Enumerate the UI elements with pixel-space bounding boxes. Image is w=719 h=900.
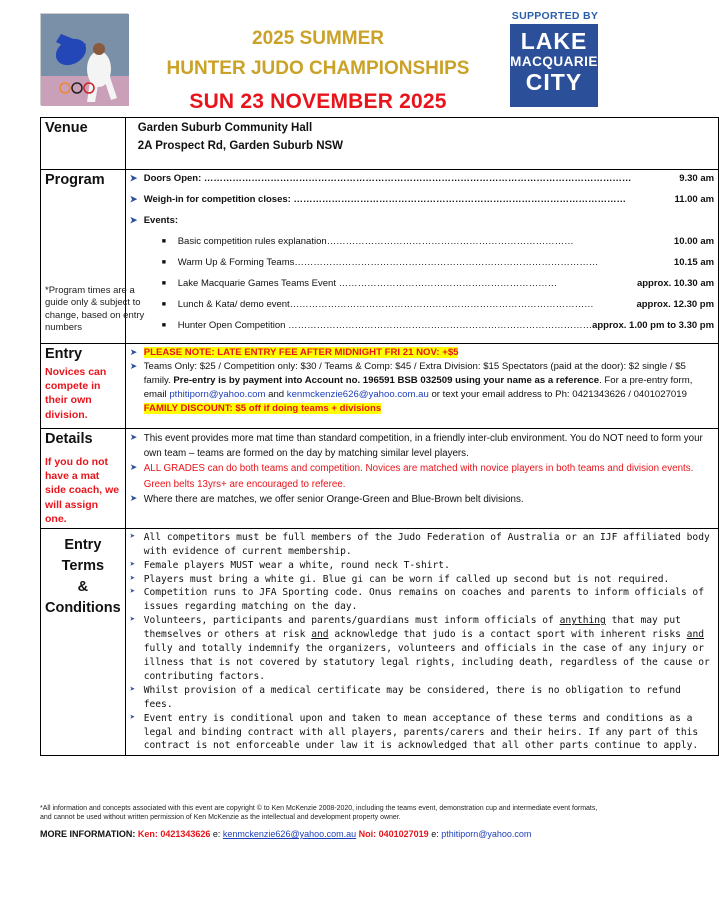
arrow-bullet-icon: ➤ [129, 573, 136, 584]
arrow-bullet-icon: ➤ [129, 684, 136, 695]
program-item: ➤ Events: [129, 215, 179, 226]
info-table [40, 117, 719, 756]
details-note: If you do not have a mat side coach, we will assign one. [45, 456, 120, 525]
details-label-cell [41, 429, 126, 529]
family-discount: FAMILY DISCOUNT: $5 off if doing teams + divisions [143, 402, 382, 414]
square-bullet-icon: ■ [161, 259, 166, 266]
entry-row [41, 344, 719, 429]
details-item: ➤ ALL GRADES can do both teams and competition. Novices are matched with novice players in both teams and division events. Green belts 13yrs+ are encouraged to referee. [130, 461, 714, 491]
terms-cell [125, 528, 718, 756]
venue-row [41, 118, 719, 170]
entry-cell [125, 344, 718, 429]
noi-email-link[interactable]: pthitiporn@yahoo.com [441, 829, 532, 839]
more-info-label: MORE INFORMATION: [40, 829, 138, 839]
event-item: ■ Hunter Open Competition …………………………………………………………………………………… approx. 1.00 pm to 3.30 pm [130, 320, 714, 341]
square-bullet-icon: ■ [161, 301, 166, 308]
arrow-bullet-icon: ➤ [129, 432, 138, 442]
sponsor-name-2: MACQUARIE [510, 54, 598, 69]
arrow-bullet-icon: ➤ [129, 173, 138, 183]
late-fee-notice: PLEASE NOTE: LATE ENTRY FEE AFTER MIDNIGHT FRI 21 NOV: +$5 [143, 347, 459, 358]
program-label-cell [41, 170, 145, 344]
venue-name: Garden Suburb Community Hall [137, 122, 313, 134]
terms-item: ➤ Whilst provision of a medical certificate may be considered, there is no obligation to refund fees. [129, 684, 681, 710]
terms-item: ➤ All competitors must be full members of the Judo Federation of Australia or an IJF affiliated body with evidence of current membership. [129, 531, 710, 557]
sponsor-name-3: CITY [525, 68, 583, 95]
email-link-ken[interactable]: kenmckenzie626@yahoo.com.au [286, 388, 429, 400]
entry-label-cell [41, 344, 126, 429]
entry-item [130, 346, 714, 360]
arrow-bullet-icon: ➤ [129, 347, 138, 357]
event-item: ■ Warm Up & Forming Teams…………………………………………………………………………………… 10.15 am [130, 257, 714, 278]
arrow-bullet-icon: ➤ [129, 462, 138, 473]
details-item: ➤ This event provides more mat time than standard competition, in a friendly inter-club environment. You do NOT need to form your own team – teams are formed on the day by matching similar level players. [130, 431, 714, 461]
arrow-bullet-icon: ➤ [129, 712, 136, 723]
judo-action-photo [40, 13, 128, 105]
program-cell [125, 170, 718, 344]
venue-address: 2A Prospect Rd, Garden Suburb NSW [137, 140, 344, 153]
ken-email-link[interactable]: kenmckenzie626@yahoo.com.au [222, 829, 357, 839]
details-item: ➤ Where there are matches, we offer senior Orange-Green and Blue-Brown belt divisions. [130, 492, 714, 507]
details-label: Details [45, 431, 93, 447]
arrow-bullet-icon: ➤ [129, 559, 136, 570]
details-cell [125, 429, 718, 529]
program-note: *Program times are a guide only & subject to change, based on entry numbers [45, 285, 145, 334]
entry-item: ➤ Teams Only: $25 / Competition only: $30 / Teams & Comp: $45 / Extra Division: $15 Spectators (paid at the door): $2 single / $5 family. Pre-entry is by payment into Account no. 196591 BSB 032509 using your name as a reference. For a pre-entry form, email pthitiporn@yahoo.com and kenmckenzie626@yahoo.com.au or text your email address to Ph: 0421343626 / 0401027019 FAMILY DISCOUNT: $5 off if doing teams + divisions [129, 360, 693, 414]
arrow-bullet-icon: ➤ [129, 194, 138, 204]
event-item: ■ Basic competition rules explanation…………………………………………………………………… 10.00 am [130, 236, 714, 257]
copyright-note: *All information and concepts associated with this event are copyright © to Ken McKenzie 2008-2020, including the teams event, demonstration cup and intermediate event formats, and cannot be used without written permission of Ken McKenzie as the intellectual and development property owner. [40, 805, 598, 822]
preentry-account: Pre-entry is by payment into Account no. 196591 BSB 032509 using your name as a reference [173, 374, 600, 386]
contact-line: MORE INFORMATION: Ken: 0421343626 e: kenmckenzie626@yahoo.com.au Noi: 0401027019 e: pthitiporn@yahoo.com [40, 829, 532, 839]
entry-note: Novices can compete in their own division. [45, 366, 107, 421]
arrow-bullet-icon: ➤ [129, 492, 138, 503]
entry-fees: Teams Only: $25 / Competition only: $30 / Teams & Comp: $45 / Extra Division: $15 Spectators (paid at the door): $2 single / $5 family. [143, 360, 686, 386]
program-label: Program [45, 172, 105, 188]
ken-phone: Ken: 0421343626 [137, 829, 211, 839]
venue-cell [125, 118, 718, 170]
terms-item: ➤ Event entry is conditional upon and taken to mean acceptance of these terms and conditions as a legal and binding contract with all players, parents/carers and their heirs. If any part of this contract is not enforceable under law it is acknowledged that all other parts continue to apply. [129, 712, 699, 752]
event-item: ■ Lunch & Kata/ demo event…………………………………………………………………………………… approx. 12.30 pm [130, 299, 714, 320]
program-row [41, 170, 719, 344]
arrow-bullet-icon: ➤ [129, 360, 138, 371]
lake-macquarie-logo [510, 24, 598, 107]
arrow-bullet-icon: ➤ [129, 531, 136, 542]
event-title-line2: HUNTER JUDO CHAMPIONSHIPS [166, 58, 470, 79]
square-bullet-icon: ■ [161, 238, 166, 245]
arrow-bullet-icon: ➤ [129, 215, 138, 225]
noi-phone: Noi: 0401027019 [356, 829, 429, 839]
email-link-noi[interactable]: pthitiporn@yahoo.com [169, 388, 266, 400]
arrow-bullet-icon: ➤ [129, 587, 136, 598]
arrow-bullet-icon: ➤ [129, 615, 136, 626]
program-item: ➤ Weigh-in for competition closes: …………………………………………………………………………………………… 11.00 am [129, 194, 715, 205]
sponsor-name-1: LAKE [520, 28, 588, 54]
terms-label: Entry Terms & Conditions [45, 536, 121, 616]
entry-label: Entry [45, 346, 83, 362]
terms-row [41, 528, 719, 756]
terms-item: ➤ Competition runs to JFA Sporting code. Onus remains on coaches and parents to inform officials of issues regarding matching on the day. [129, 587, 704, 613]
venue-label: Venue [45, 120, 88, 136]
event-date: SUN 23 NOVEMBER 2025 [189, 90, 447, 113]
terms-label-cell [41, 528, 126, 756]
terms-item: ➤ Female players MUST wear a white, round neck T-shirt. [129, 559, 450, 571]
terms-item: ➤ Volunteers, participants and parents/guardians must inform officials of anything that may put themselves or others at risk and acknowledge that judo is a contact sport with inherent risks and fully and totally indemnify the organizers, volunteers and officials in the case of any injury or illness that is not covered by statutory legal rights, including death, regardless of the cause or contributing factors. [129, 615, 710, 682]
sponsor-label: SUPPORTED BY [511, 10, 599, 22]
sponsor-logo [510, 10, 600, 108]
terms-item: ➤ Players must bring a white gi. Blue gi can be worn if called up second but is not required. [129, 573, 670, 585]
details-row [41, 429, 719, 529]
program-item: ➤ Doors Open: ……………………………………………………………………………………………………………………… 9.30 am [129, 173, 715, 184]
square-bullet-icon: ■ [161, 322, 166, 329]
event-item: ■ Lake Macquarie Games Teams Event …………………………………………………………… approx. 10.30 am [130, 278, 714, 299]
square-bullet-icon: ■ [161, 280, 166, 287]
event-title-line1: 2025 SUMMER [252, 28, 384, 49]
venue-label-cell [41, 118, 126, 170]
